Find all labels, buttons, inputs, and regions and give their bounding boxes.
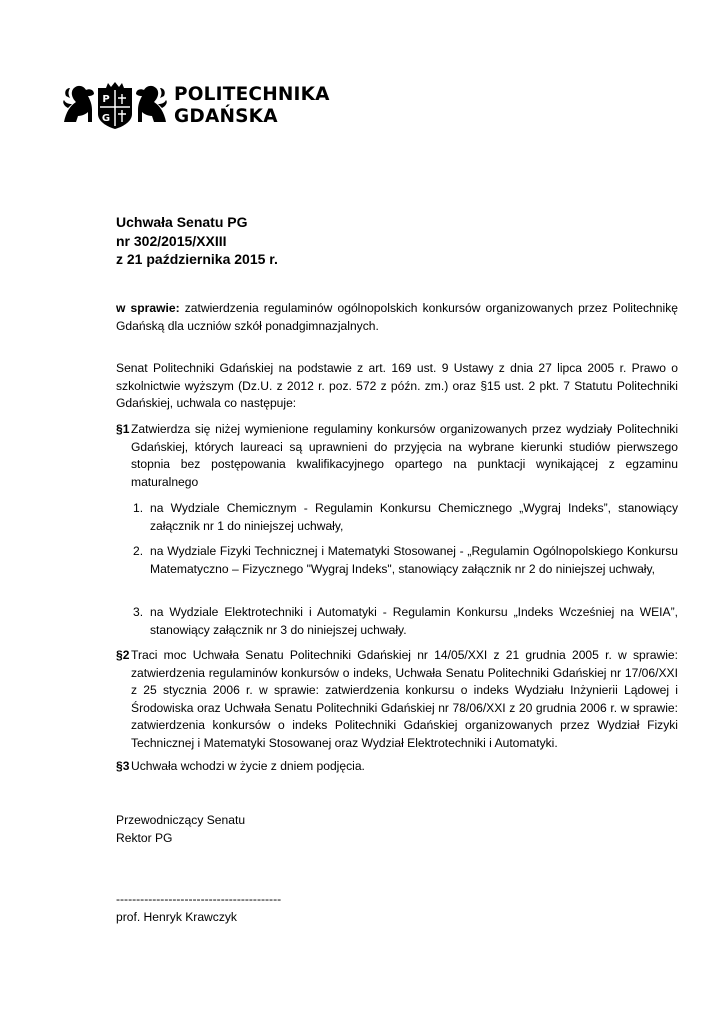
title-line-3: z 21 października 2015 r. xyxy=(116,251,278,267)
crest-icon xyxy=(62,82,168,130)
section-1-mark: §1 xyxy=(116,422,130,436)
subject-paragraph xyxy=(116,300,678,335)
list-item-text: na Wydziale Fizyki Technicznej i Matematyki Stosowanej - „Regulamin Ogólnopolskiego Konkursu Matematyczno – Fizycznego "Wygraj Indeks", stanowiący załącznik nr 2 do niniejszej uchwały, xyxy=(150,544,678,576)
preamble-paragraph: Senat Politechniki Gdańskiej na podstawie z art. 169 ust. 9 Ustawy z dnia 27 lipca 2005 r. Prawo o szkolnictwie wyższym (Dz.U. z 2012 r. poz. 572 z późn. zm.) oraz §15 ust. 2 pkt. 7 Statutu Politechniki Gdańskiej, uchwala co następuje: xyxy=(116,361,678,410)
section-1 xyxy=(116,421,678,491)
section-3 xyxy=(116,758,678,776)
university-logo xyxy=(62,82,330,130)
list-item-text: na Wydziale Chemicznym - Regulamin Konkursu Chemicznego „Wygraj Indeks”, stanowiący załącznik nr 1 do niniejszej uchwały, xyxy=(150,501,678,533)
title-line-1: Uchwała Senatu PG xyxy=(116,214,248,230)
logo-wordmark xyxy=(174,84,330,128)
list-item xyxy=(133,543,678,578)
subject-text: zatwierdzenia regulaminów ogólnopolskich konkursów organizowanych przez Politechnikę Gdańską dla uczniów szkół ponadgimnazjalnych. xyxy=(116,301,678,333)
signature-role-2: Rektor PG xyxy=(116,830,173,845)
crest-letter-p: P xyxy=(102,94,110,105)
section-2-text: Traci moc Uchwała Senatu Politechniki Gdańskiej nr 14/05/XXI z 21 grudnia 2005 r. w sprawie: zatwierdzenia regulaminów konkursów o indeks, Uchwała Senatu Politechniki Gdańskiej nr 17/06/XXI z 25 stycznia 2006 r. w sprawie: zatwierdzenia konkursu o indeks Wydziału Inżynierii Lądowej i Środowiska oraz Uchwała Senatu Politechniki Gdańskiej nr 78/06/XXI z 20 grudnia 2006 r. w sprawie: zatwierdzenia konkursów o indeks Politechniki Gdańskiej organizowanych przez Wydział Fizyki Technicznej i Matematyki Stosowanej oraz Wydział Elektrotechniki i Automatyki. xyxy=(131,648,678,750)
list-item-number: 1. xyxy=(133,501,144,515)
list-item-number: 2. xyxy=(133,544,144,558)
list-item xyxy=(133,500,678,535)
signature-role-1: Przewodniczący Senatu xyxy=(116,813,246,827)
section-3-mark: §3 xyxy=(116,759,130,773)
list-item-number: 3. xyxy=(133,605,144,619)
list-item xyxy=(133,604,678,639)
section-2-mark: §2 xyxy=(116,648,130,662)
signature-roles xyxy=(116,812,245,847)
subject-label: w sprawie: xyxy=(116,301,180,315)
resolution-title xyxy=(116,213,278,269)
signature-line: ----------------------------------------- xyxy=(116,892,282,906)
logo-line-1: POLITECHNIKA xyxy=(174,84,330,105)
crest-letter-g: G xyxy=(101,113,111,124)
title-line-2: nr 302/2015/XXIII xyxy=(116,232,227,249)
logo-line-2: GDAŃSKA xyxy=(174,106,278,127)
section-1-text: Zatwierdza się niżej wymienione regulaminy konkursów organizowanych przez wydziały Politechniki Gdańskiej, których laureaci są uprawnieni do przyjęcia na wybrane kierunki studiów pierwszego stopnia bez postępowania kwalifikacyjnego opartego na punktacji wynikającej z egzaminu maturalnego xyxy=(131,422,678,489)
section-2 xyxy=(116,647,678,752)
signatory-name: prof. Henryk Krawczyk xyxy=(116,910,237,924)
list-item-text: na Wydziale Elektrotechniki i Automatyki - Regulamin Konkursu „Indeks Wcześniej na WEIA”, stanowiący załącznik nr 3 do niniejszej uchwały. xyxy=(150,605,678,637)
section-3-text: Uchwała wchodzi w życie z dniem podjęcia. xyxy=(131,759,365,773)
